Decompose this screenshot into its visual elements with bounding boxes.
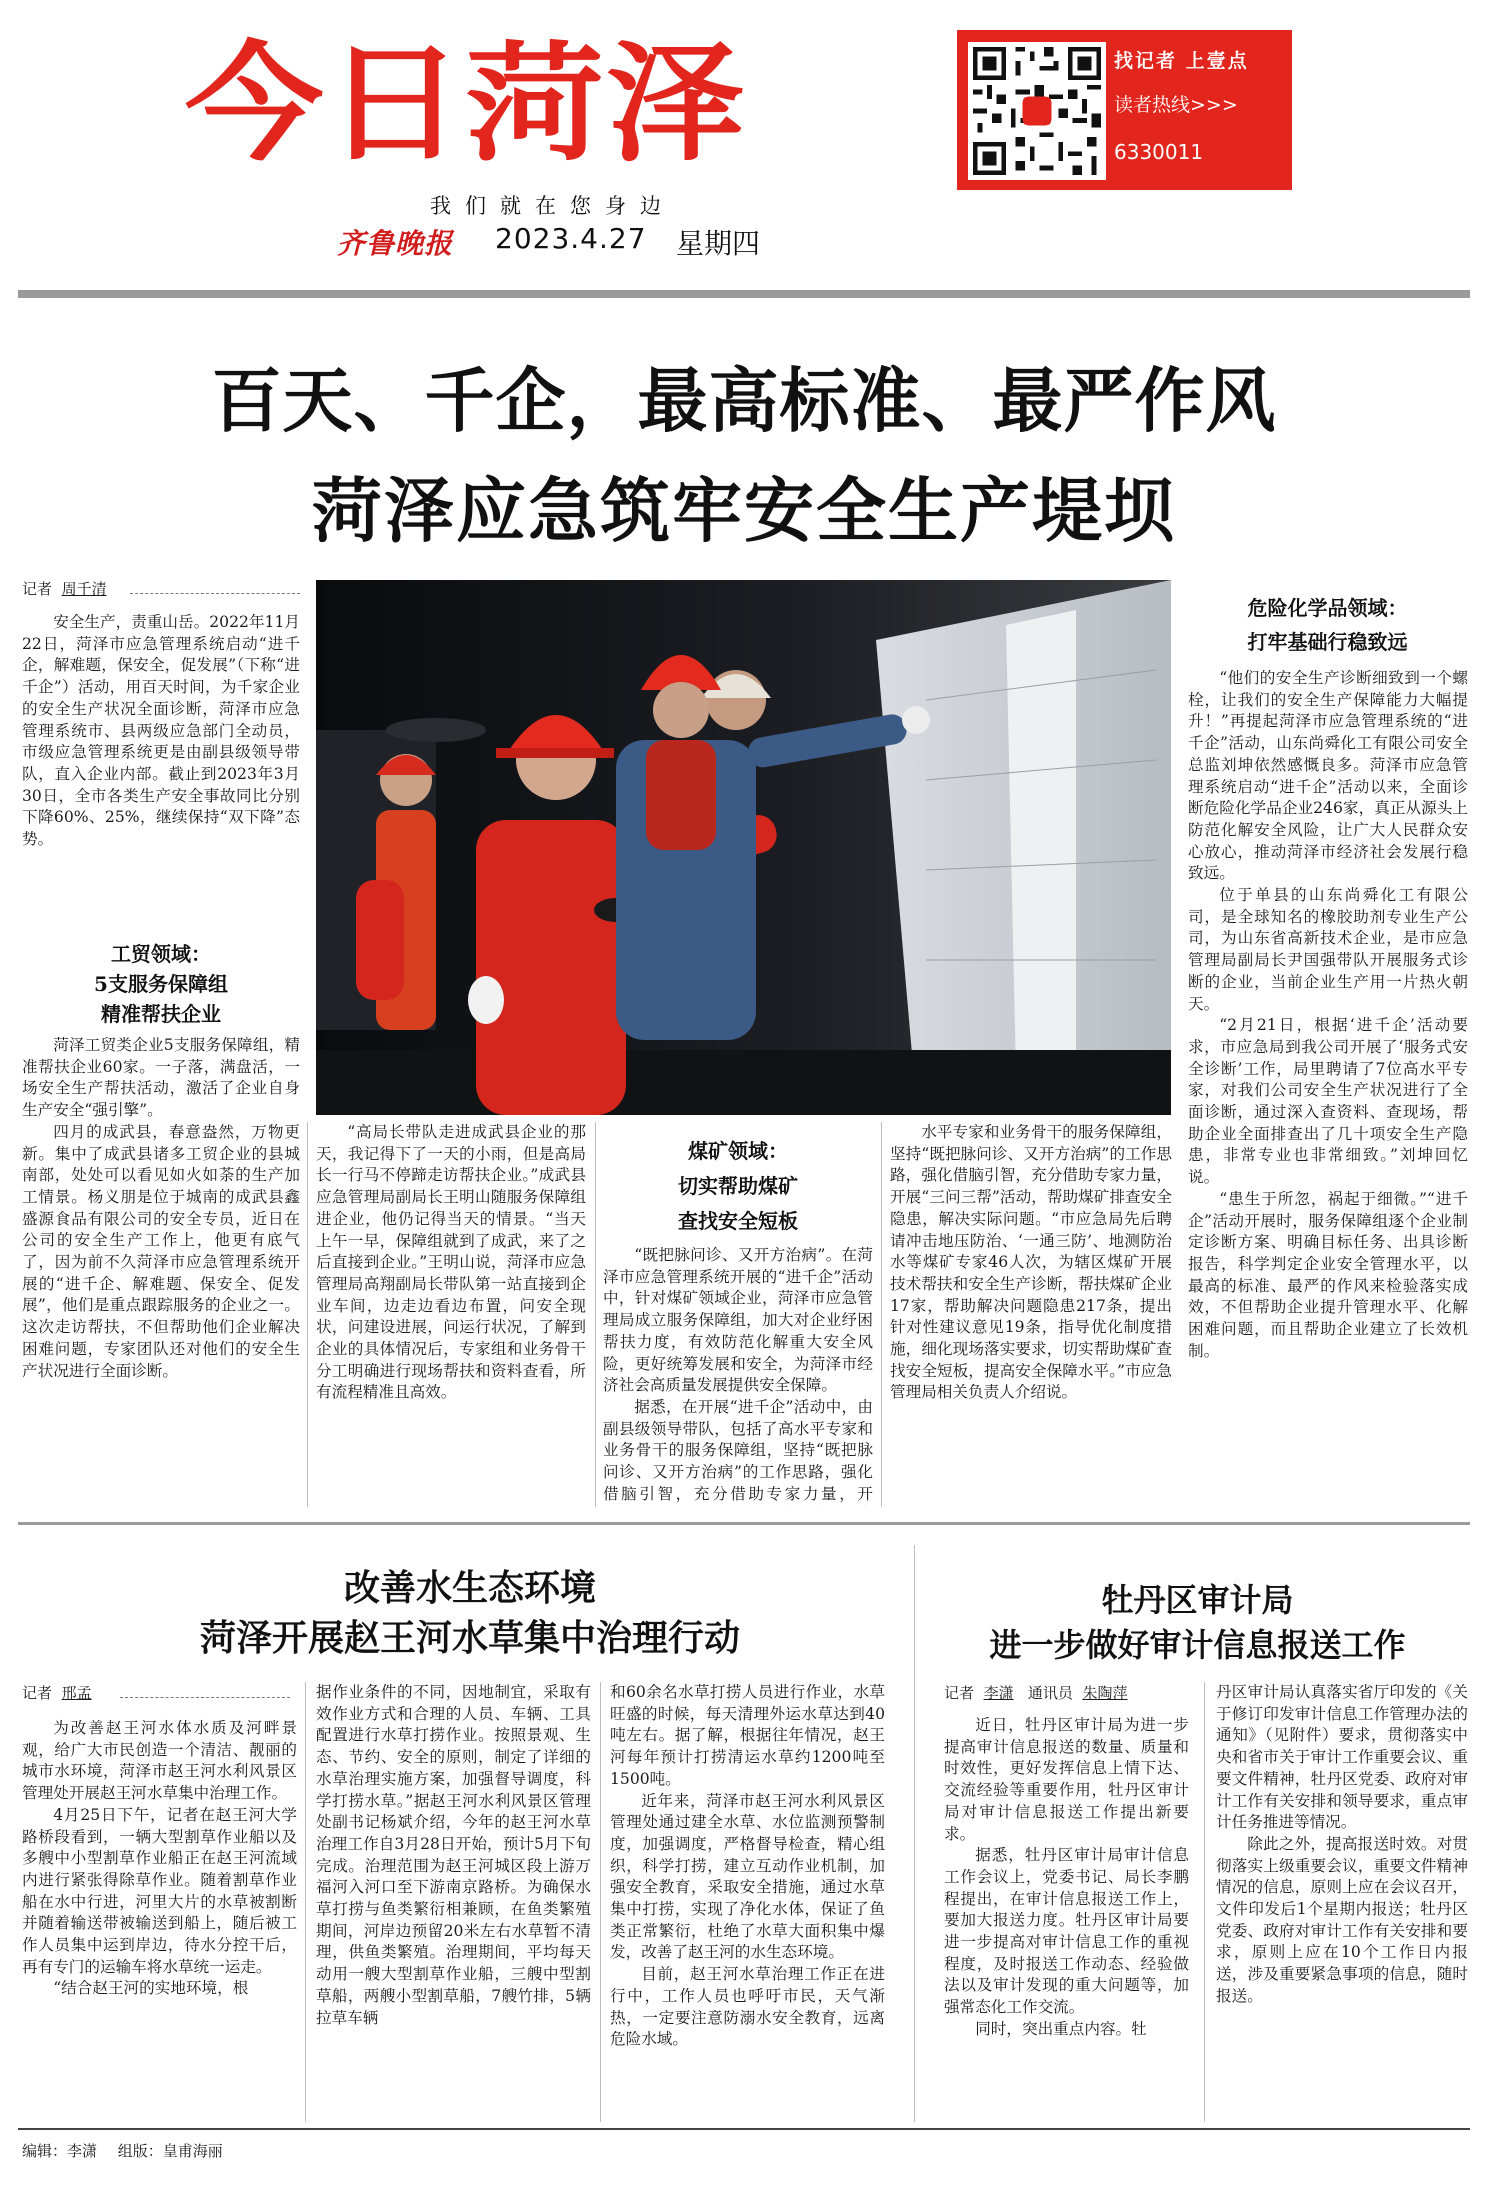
- byline-underline: [120, 1697, 290, 1698]
- byline-name2: 朱陶萍: [1082, 1684, 1128, 1702]
- byline-label: 记者: [944, 1684, 975, 1702]
- reader-hotline-number[interactable]: 6330011: [1114, 140, 1204, 164]
- column-divider: [881, 1122, 882, 1507]
- story3-col2: [1216, 1682, 1468, 2122]
- lead-byline: [22, 578, 107, 599]
- lead-photo-coal-mine-inspection: [316, 580, 1171, 1115]
- newspaper-logo: 齐鲁晚报: [337, 227, 454, 260]
- section1-title-line1: 5支服务保障组: [94, 972, 228, 996]
- lead-headline-line2: 菏泽应急筑牢安全生产堤坝: [312, 469, 1176, 552]
- byline-label: 记者: [22, 580, 53, 598]
- lead-headline-line1: 百天、千企，最高标准、最严作风: [211, 359, 1277, 442]
- section1-para3: “高局长带队走进成武县企业的那天，我记得下了一天的小雨，但是高局长一行马不停蹄走访帮扶企业。”成武县应急管理局副局长王明山随服务保障组进企业，他仍记得当天的情景。“当天上午一早，保障组就到了成武，来了之后直接到企业。”王明山说，菏泽市应急管理局高翔副局长带队第一站直接到企业车间，边走边看边布置，问安全现状，问建设进展，问运行状况，了解到企业的具体情况后，专家组和业务骨干分工明确进行现场帮扶和资料查看，所有流程精准且高效。: [316, 1123, 586, 1402]
- story2-para4: 近年来，菏泽市赵王河水利风景区管理处通过建全水草、水位监测预警制度，加强调度，严格督导检查，精心组织，科学打捞，建立互动作业机制，加强安全教育，采取安全措施，通过水草集中打捞，实现了净化水体，保证了鱼类正常繁衍，杜绝了水草大面积集中爆发，改善了赵王河的水生态环境。: [610, 1791, 885, 1962]
- masthead-divider: [18, 290, 1470, 298]
- section3-para3: “2月21日，根据‘进千企’活动要求，市应急局到我公司开展了‘服务式安全诊断’工作，局里聘请了7位高水平专家，对我们公司安全生产状况进行了全面诊断，通过深入查资料、查现场，帮助企业全面排查出了几十项安全生产隐患，非常专业也非常细致。”刘坤回忆说。: [1188, 1016, 1468, 1187]
- masthead-title: 今日菏泽: [185, 30, 747, 179]
- section1-continued: [316, 1122, 586, 1507]
- column-divider: [307, 1122, 308, 1507]
- issue-date: 2023.4.27: [495, 222, 647, 255]
- section3-title: 打牢基础行稳致远: [1247, 630, 1408, 654]
- column-divider: [595, 1122, 596, 1507]
- story2-para1: 为改善赵王河水体水质及河畔景观，给广大市民创造一个清洁、靓丽的城市水环境，菏泽市赵王河水利风景区管理处开展赵王河水草集中治理工作。: [22, 1719, 297, 1803]
- section3-para2: 位于单县的山东尚舜化工有限公司，是全球知名的橡胶助剂专业生产公司，为山东省高新技术企业，是市应急管理局副局长尹国强带队开展服务式诊断的企业，当前企业生产用一片热火朝天。: [1188, 886, 1468, 1013]
- story2-para3-end: 和60余名水草打捞人员进行作业，水草旺盛的时候，每天清理外运水草达到40吨左右。据了解，根据往年情况，赵王河每年预计打捞清运水草约1200吨至1500吨。: [610, 1683, 885, 1788]
- story3-para3-start: 同时，突出重点内容。牡: [975, 2019, 1147, 2038]
- byline-label: 记者: [22, 1684, 53, 1702]
- section-divider: [18, 1522, 1470, 1525]
- story2-para5: 目前，赵王河水草治理工作正在进行中，工作人员也呼吁市民，天气渐热，一定要注意防溺水安全教育，远离危险水域。: [610, 1965, 885, 2049]
- story3-para3-cont: 丹区审计局认真落实省厅印发的《关于修订印发审计信息工作管理办法的通知》（见附件）要求，贯彻落实中央和省市关于审计工作重要会议、重要文件精神，牡丹区党委、政府对审计工作有关安排和领导要求，重点审计任务推进等情况。: [1216, 1683, 1468, 1832]
- lead-intro: [22, 612, 300, 937]
- byline-name: 周千清: [61, 580, 107, 598]
- reporter-box-line2: 读者热线>>>: [1114, 94, 1238, 116]
- reporter-box-line1: 找记者 上壹点: [1114, 50, 1249, 72]
- section1-body: [22, 1035, 300, 1500]
- section2-body: [603, 1245, 873, 1507]
- section2-para2-start: 据悉，在开展“进千企”活动中，由副县级领导带队，包括了高水平专家和业务骨干的服务保障组，坚持“既把脉问诊、又开方治病”的工作思路，强化借脑引智，充分借助专家力量，开: [603, 1397, 873, 1503]
- story2-para2: 4月25日下午，记者在赵王河大学路桥段看到，一辆大型割草作业船以及多艘中小型割草作业船正在赵王河流域内进行紧张得除草作业。随着割草作业船在水中行进，河里大片的水草被割断并随着输送带被输送到船上，随后被工作人员集中运到岸边，待水分控干后，再有专门的运输车将水草统一运走。: [22, 1805, 297, 1976]
- story-divider: [914, 1545, 915, 2122]
- page-footer: [22, 2140, 239, 2161]
- story2-byline: [22, 1682, 92, 1703]
- section3-para1: “他们的安全生产诊断细致到一个螺栓，让我们的安全生产保障能力大幅提升！”再提起菏泽市应急管理系统的“进千企”活动，山东尚舜化工有限公司安全总监刘坤依然感慨良多。菏泽市应急管理系统启动“进千企”活动以来，全面诊断危险化学品企业246家，真正从源头上防范化解安全风险，让广大人民群众安心放心，推动菏泽市经济社会发展行稳致远。: [1188, 669, 1468, 883]
- qr-code-icon[interactable]: [968, 42, 1106, 180]
- byline-name: 李潇: [983, 1684, 1014, 1702]
- section1-para1: 菏泽工贸类企业5支服务保障组，精准帮扶企业60家。一子落，满盘活，一场安全生产帮扶活动，激活了企业自身生产安全“强引擎”。: [22, 1036, 300, 1120]
- section2-continued: [890, 1122, 1172, 1507]
- story2-para3-cont: 据作业条件的不同，因地制宜，采取有效作业方式和合理的人员、车辆、工具配置进行水草打捞作业。按照景观、生态、节约、安全的原则，制定了详细的水草治理实施方案，加强督导调度，科学打捞水草。”据赵王河水利风景区管理处副书记杨斌介绍，今年的赵王河水草治理工作自3月28日开始，预计5月下旬完成。治理范围为赵王河城区段上游万福河入河口至下游南京路桥。为确保水草打捞与鱼类繁衍相兼顾，在鱼类繁殖期间，河岸边预留20米左右水草暂不清理，供鱼类繁殖。治理期间，平均每天动用一艘大型割草作业船，三艘中型割草船，两艘小型割草船，7艘竹排，5辆拉草车辆: [316, 1683, 591, 2027]
- footer-divider: [18, 2128, 1470, 2130]
- byline-name: 邢孟: [61, 1684, 92, 1702]
- story3-para1: 近日，牡丹区审计局为进一步提高审计信息报送的数量、质量和时效性，更好发挥信息上情下达、交流经验等重要作用，牡丹区审计局对审计信息报送工作提出新要求。: [944, 1716, 1189, 1843]
- masthead-slogan: 我们就在您身边: [430, 194, 675, 218]
- section1-para2: 四月的成武县，春意盎然，万物更新。集中了成武县诸多工贸企业的县城南部，处处可以看见如火如荼的生产加工情景。杨义朋是位于城南的成武县鑫盛源食品有限公司的安全专员，近日在公司的安全生产工作上，他更有底气了，因为前不久菏泽市应急管理系统开展的“进千企、解难题、保安全、促发展”，他们是重点跟踪服务的企业之一。这次走访帮扶，不但帮助他们企业解决困难问题，专家团队还对他们的安全生产状况进行全面诊断。: [22, 1122, 300, 1380]
- column-divider: [305, 1682, 306, 2122]
- byline-underline: [130, 593, 300, 594]
- section3-body: [1188, 668, 1468, 1508]
- footer-layout: 组版：皇甫海丽: [117, 2142, 223, 2160]
- section2-para2-cont: 水平专家和业务骨干的服务保障组，坚持“既把脉问诊、又开方治病”的工作思路，强化借脑引智，充分借助专家力量，开展“三问三帮”活动，帮助煤矿排查安全隐患，解决实际问题。“市应急局先后聘请冲击地压防治、‘一通三防’、地测防治水等煤矿专家46人次，为辖区煤矿开展技术帮扶和安全生产诊断，帮扶煤矿企业17家，帮助解决问题隐患217条，提出针对性建议意见19条，指导优化制度措施，细化现场落实要求，切实帮助煤矿查找安全短板，提高安全保障水平。”市应急管理局相关负责人介绍说。: [890, 1123, 1172, 1402]
- section3-label: 危险化学品领域：: [1247, 596, 1408, 620]
- section1-label: 工贸领域：: [111, 942, 211, 966]
- story2-col1: [22, 1718, 297, 2120]
- story3-headline-line2: 进一步做好审计信息报送工作: [989, 1626, 1406, 1664]
- story3-para4: 除此之外，提高报送时效。对贯彻落实上级重要会议，重要文件精神情况的信息，原则上应在会议召开，文件印发后1个星期内报送；牡丹区党委、政府对审计工作有关安排和要求，原则上应在10个工作日内报送，涉及重要紧急事项的信息，随时报送。: [1216, 1834, 1468, 2005]
- section3-para4: “患生于所忽，祸起于细微。”“进千企”活动开展时，服务保障组逐个企业制定诊断方案、明确目标任务、出具诊断报告，科学判定企业安全管理水平，以最高的标准、最严的作风来检验落实成效，不但帮助企业提升管理水平、化解困难问题，而且帮助企业建立了长效机制。: [1188, 1189, 1468, 1360]
- section1-title-line2: 精准帮扶企业: [101, 1002, 221, 1026]
- story2-para3-start: “结合赵王河的实地环境，根: [53, 1979, 249, 1998]
- section2-label: 煤矿领域：: [688, 1139, 788, 1163]
- story3-headline-line1: 牡丹区审计局: [1101, 1581, 1294, 1619]
- footer-editor: 编辑：李潇: [22, 2142, 98, 2160]
- story3-byline: [944, 1682, 1127, 1703]
- issue-weekday: 星期四: [676, 227, 761, 260]
- section2-para1: “既把脉问诊、又开方治病”。在菏泽市应急管理系统开展的“进千企”活动中，针对煤矿领域企业，菏泽市应急管理局成立服务保障组，加大对企业纾困帮扶力度，有效防范化解重大安全风险，更好统筹发展和安全，为菏泽市经济社会高质量发展提供安全保障。: [603, 1246, 873, 1395]
- byline-label2: 通讯员: [1027, 1684, 1073, 1702]
- story2-col3: [610, 1682, 885, 2122]
- story2-headline-line2: 菏泽开展赵王河水草集中治理行动: [199, 1617, 740, 1659]
- story3-col1: [944, 1715, 1189, 2120]
- column-divider: [1204, 1682, 1205, 2122]
- column-divider: [600, 1682, 601, 2122]
- story3-para2: 据悉，牡丹区审计局审计信息工作会议上，党委书记、局长李鹏程提出，在审计信息报送工作上，要加大报送力度。牡丹区审计局要进一步提高对审计信息工作的重视程度，及时报送工作动态、经验做法以及审计发现的重大问题等，加强常态化工作交流。: [944, 1846, 1189, 2017]
- section2-title-line2: 查找安全短板: [678, 1209, 798, 1233]
- section2-title-line1: 切实帮助煤矿: [678, 1174, 798, 1198]
- story2-col2: [316, 1682, 591, 2122]
- story2-headline-line1: 改善水生态环境: [343, 1567, 596, 1609]
- lead-intro-text: 安全生产，责重山岳。2022年11月22日，菏泽市应急管理系统启动“进千企，解难题，保安全，促发展”（下称“进千企”）活动，用百天时间，为千家企业的安全生产状况全面诊断，菏泽市应急管理系统市、县两级应急部门全动员，市级应急管理系统更是由副县级领导带队，直入企业内部。截止到2023年3月30日，全市各类生产安全事故同比分别下降60%、25%，继续保持“双下降”态势。: [22, 613, 300, 849]
